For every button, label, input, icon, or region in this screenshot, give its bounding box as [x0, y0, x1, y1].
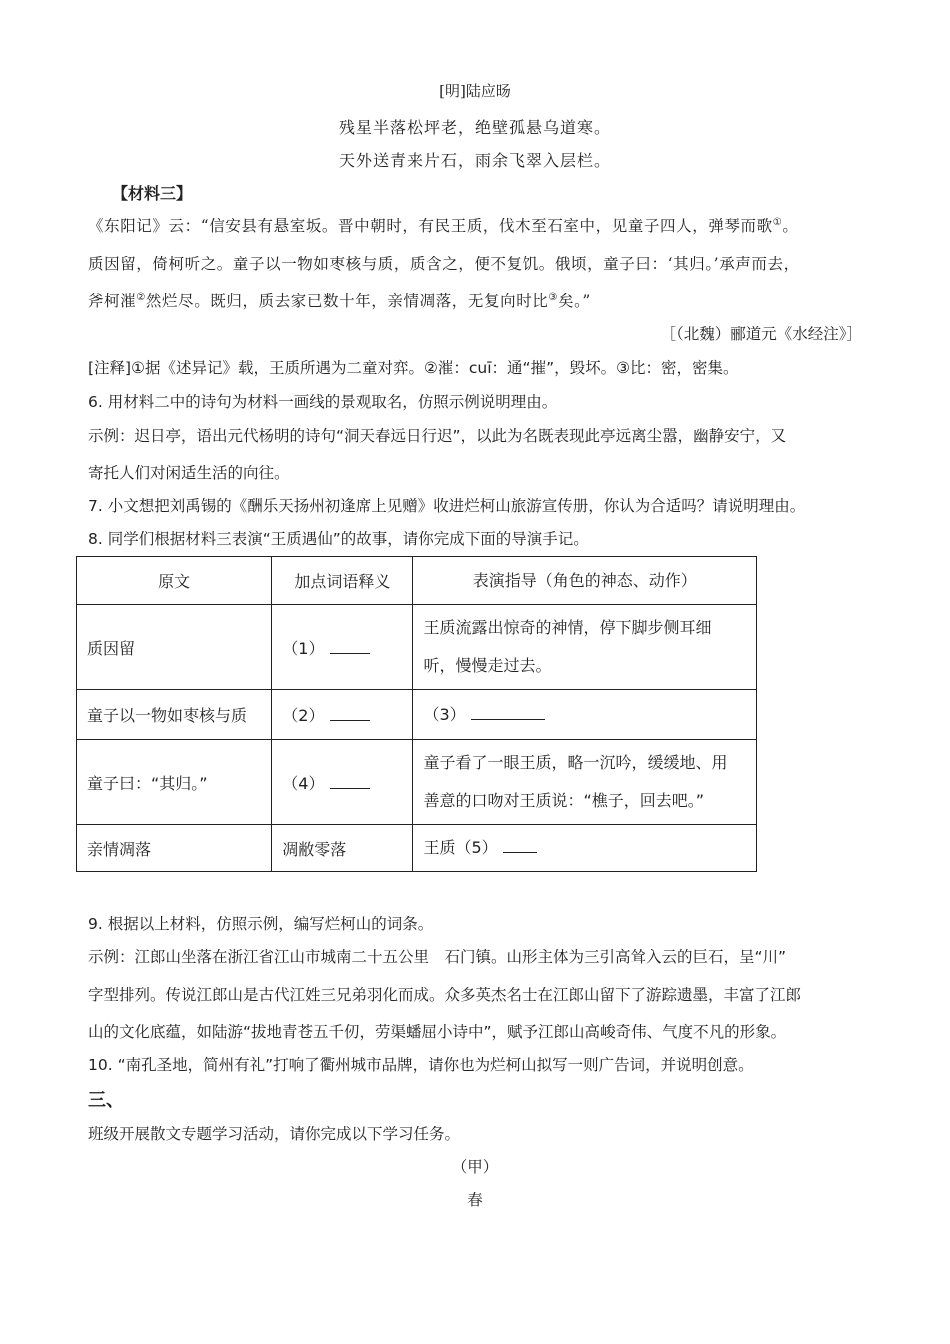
table-header-meaning: 加点词语释义 [272, 557, 413, 605]
blank-label: （3） [423, 704, 466, 724]
question-7: 7. 小文想把刘禹锡的《酬乐天扬州初逢席上见赠》收进烂柯山旅游宣传册，你认为合适吗？请说明理由。 [88, 497, 806, 515]
material-3-text: 矣。” [557, 292, 591, 310]
material-3-line-3 [88, 289, 591, 311]
table-cell-meaning[interactable] [272, 605, 413, 690]
table-cell-original: 童子以一物如枣核与质 [77, 690, 272, 740]
table-cell-meaning[interactable] [272, 740, 413, 825]
guidance-line: 听，慢慢走过去。 [423, 656, 552, 675]
section-3-heading: 三、 [88, 1090, 124, 1111]
question-9-example-line-1: 示例：江郎山坐落在浙江省江山市城南二十五公里 石门镇。山形主体为三引高耸入云的巨石，呈“川” [88, 948, 787, 966]
question-9-example-line-3: 山的文化底蕴，如陆游“拔地青苍五千仞，劳渠蟠屈小诗中”，赋予江郎山高峻奇伟、气度不凡的形象。 [88, 1023, 787, 1041]
section-3-label: （甲） [451, 1158, 499, 1176]
question-9: 9. 根据以上材料，仿照示例，编写烂柯山的词条。 [88, 915, 434, 933]
table-cell-guidance [413, 605, 757, 690]
table-cell-guidance[interactable] [413, 690, 757, 740]
footnote-mark: ① [772, 216, 783, 228]
table-row [77, 605, 757, 690]
table-cell-original: 质因留 [77, 605, 272, 690]
question-6-example-line-2: 寄托人们对闲适生活的向往。 [88, 464, 290, 482]
table-cell-meaning[interactable] [272, 690, 413, 740]
table-row [77, 690, 757, 740]
section-3-intro: 班级开展散文专题学习活动，请你完成以下学习任务。 [88, 1125, 461, 1143]
answer-blank[interactable] [330, 639, 370, 654]
guidance-line: 善意的口吻对王质说：“樵子，回去吧。” [423, 791, 705, 810]
footnote-mark: ② [136, 291, 146, 303]
answer-blank[interactable] [503, 838, 537, 853]
table-cell-guidance[interactable] [413, 825, 757, 872]
annotation-note: [注释]①据《述异记》载，王质所遇为二童对弈。②漼：cuī：通“摧”，毁坏。③比：密，密集。 [88, 359, 739, 377]
material-3-line-1 [88, 214, 798, 236]
table-cell-meaning: 凋敝零落 [272, 825, 413, 872]
table-header-row [77, 557, 757, 605]
table-row [77, 825, 757, 872]
table-header-guidance: 表演指导（角色的神态、动作） [413, 557, 757, 605]
material-3-line-2: 质因留，倚柯听之。童子以一物如枣核与质，质含之，便不复饥。俄顷，童子曰：‘其归。’承声而去， [88, 255, 800, 273]
material-3-text: 然烂尽。既归，质去家已数十年，亲情凋落，无复向时比 [145, 292, 549, 310]
blank-label: （2） [282, 706, 325, 725]
section-3-title: 春 [467, 1191, 483, 1209]
guidance-line: 王质流露出惊奇的神情，停下脚步侧耳细 [423, 618, 712, 637]
answer-blank[interactable] [330, 774, 370, 789]
material-3-text: 《东阳记》云：“信安县有悬室坂。晋中朝时，有民王质，伐木至石室中，见童子四人，弹琴而歌 [88, 217, 773, 235]
material-3-text: 斧柯漼 [88, 292, 137, 310]
question-6-example-line-1: 示例：迟日亭，语出元代杨明的诗句“洞天春远日行迟”，以此为名既表现此亭远离尘嚣，幽静安宁，又 [88, 427, 787, 445]
material-3-source: ［（北魏）郦道元《水经注》］ [660, 325, 862, 343]
blank-label: （4） [282, 773, 325, 793]
table-cell-guidance [413, 740, 757, 825]
table-cell-original: 亲情凋落 [77, 825, 272, 872]
question-8: 8. 同学们根据材料三表演“王质遇仙”的故事，请你完成下面的导演手记。 [88, 530, 589, 548]
footnote-mark: ③ [548, 291, 558, 303]
question-9-example-line-2: 字型排列。传说江郎山是古代江姓三兄弟羽化而成。众多英杰名士在江郎山留下了游踪遗墨，丰富了江郎 [88, 986, 802, 1004]
question-6: 6. 用材料二中的诗句为材料一画线的景观取名，仿照示例说明理由。 [88, 393, 558, 411]
director-notes-table [76, 556, 757, 872]
material-3-text: 。 [782, 217, 799, 235]
answer-blank[interactable] [471, 705, 545, 720]
table-header-original: 原文 [77, 557, 272, 605]
answer-blank[interactable] [330, 706, 370, 721]
poem-line-2: 天外送青来片石，雨余飞翠入层栏。 [338, 151, 611, 170]
poem-line-1: 残星半落松坪老，绝壁孤悬乌道寒。 [338, 118, 611, 137]
blank-label: 王质（5） [423, 838, 498, 857]
table-row [77, 740, 757, 825]
poem-author: [明]陆应旸 [439, 82, 511, 100]
question-10: 10. “南孔圣地，简州有礼”打响了衢州城市品牌，请你也为烂柯山拟写一则广告词，并说明创意。 [88, 1056, 754, 1074]
guidance-line: 童子看了一眼王质，略一沉吟，缓缓地、用 [423, 753, 728, 772]
table-cell-original: 童子曰：“其归。” [77, 740, 272, 825]
blank-label: （1） [282, 638, 325, 658]
material-3-heading: 【材料三】 [112, 184, 193, 203]
